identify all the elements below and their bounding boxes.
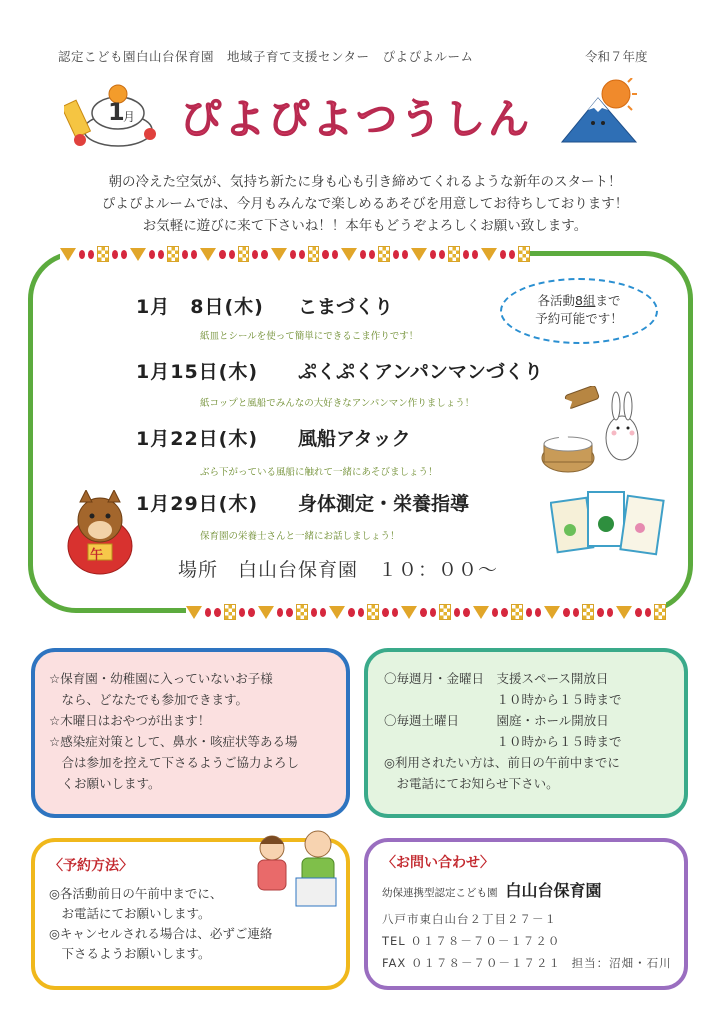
event-desc: ぶら下がっている風船に触れて一緒にあそびましょう！ [200,467,438,478]
event-title: ぷくぷくアンパンマンづくり [298,361,543,383]
event-title: 身体測定・栄養指導 [298,493,470,515]
note-line: ☆保育園・幼稚園に入っていないお子様 [49,671,273,686]
contact-tel: TEL ０１７８－７０－１７２０ [382,934,561,948]
reservation-line: 下さるようお願いします。 [49,946,211,961]
month-suffix: 月 [123,110,136,124]
note-line: ☆木曜日はおやつが出ます！ [49,713,211,728]
parents-phone-illustration [248,826,344,908]
event-date: 1月15日(木) [136,361,259,383]
event-desc: 紙コップと風船でみんなの大好きなアンパンマン作りましょう！ [200,398,475,409]
schedule-line: 〇毎週月・金曜日 支援スペース開放日 [384,671,609,686]
reservation-line: お電話にてお願いします。 [49,906,211,921]
participation-notes [31,648,350,818]
note-line: なら、どなたでも参加できます。 [49,692,249,707]
note-line: くお願いします。 [49,776,161,791]
daruma-label: 午 [90,548,104,563]
rabbit-mochi-illustration [538,386,650,478]
reservation-heading: 〈予約方法〉 [49,858,133,874]
reservation-limit-bubble [500,278,658,344]
decorative-border-top [60,244,530,264]
open-schedule [364,648,688,818]
event-date: 1月29日(木) [136,493,259,515]
note-line: 合は参加を控えて下さるようご協力よろし [49,755,300,770]
contact-heading: 〈お問い合わせ〉 [382,855,494,871]
note-line: ☆感染症対策として、鼻水・咳症状等ある場 [49,734,298,749]
contact-staff: 担当：沼畑・石川 [571,956,672,970]
fuji-sun-illustration [558,78,648,144]
kinder-name: 白山台保育園 [505,881,602,900]
bubble-line2: 予約可能です！ [535,311,623,326]
intro-line: お気軽に遊びに来て下さいね！！本年もどうぞよろしくお願い致します。 [142,218,588,234]
reservation-line: ◎各活動前日の午前中までに、 [49,886,223,901]
header-year: 令和７年度 [585,49,648,64]
kinder-type: 幼保連携型認定こども園 [382,887,498,899]
horse-daruma-illustration [62,490,140,576]
event-date: 1月 8日(木) [136,296,264,318]
schedule-line: １０時から１５時まで [384,692,622,707]
contact-info [364,838,688,990]
schedule-line: １０時から１５時まで [384,734,622,749]
header-org: 認定こども園白山台保育園 地域子育て支援センター ぴよぴよルーム [58,49,474,64]
schedule-line: 〇毎週土曜日 園庭・ホール開放日 [384,713,609,728]
reservation-line: ◎キャンセルされる場合は、必ずご連絡 [49,926,273,941]
intro-line: ぴよぴよルームでは、今月もみんなで楽しめるあそびを用意してお待ちしております！ [101,196,629,212]
karuta-cards-illustration [550,486,666,568]
event-title: 風船アタック [298,428,411,450]
event-desc: 紙皿とシールを使って簡単にできるこま作りです！ [200,331,419,342]
schedule-line: ◎利用されたい方は、前日の午前中までに [384,755,620,770]
event-title: こまづくり [298,296,394,318]
venue-time: 場所 白山台保育園 １０：００～ [178,559,499,581]
decorative-border-bottom [186,602,666,622]
month-number: 1 [108,98,125,126]
intro-line: 朝の冷えた空気が、気持ち新たに身も心も引き締めてくれるような新年のスタート！ [108,174,622,190]
intro-text [55,171,675,237]
schedule-line: お電話にてお知らせ下さい。 [384,776,559,791]
newsletter-title: ぴよぴよつうしん [180,95,532,143]
bubble-post: まで [595,293,621,308]
bubble-emph: 8組 [575,293,596,308]
bubble-pre: 各活動 [537,293,576,308]
contact-fax: FAX ０１７８－７０－１７２１ [382,956,561,970]
event-desc: 保育園の栄養士さんと一緒にお話しましょう！ [200,531,400,542]
contact-address: 八戸市東白山台２丁目２７－１ [382,912,557,926]
event-date: 1月22日(木) [136,428,259,450]
